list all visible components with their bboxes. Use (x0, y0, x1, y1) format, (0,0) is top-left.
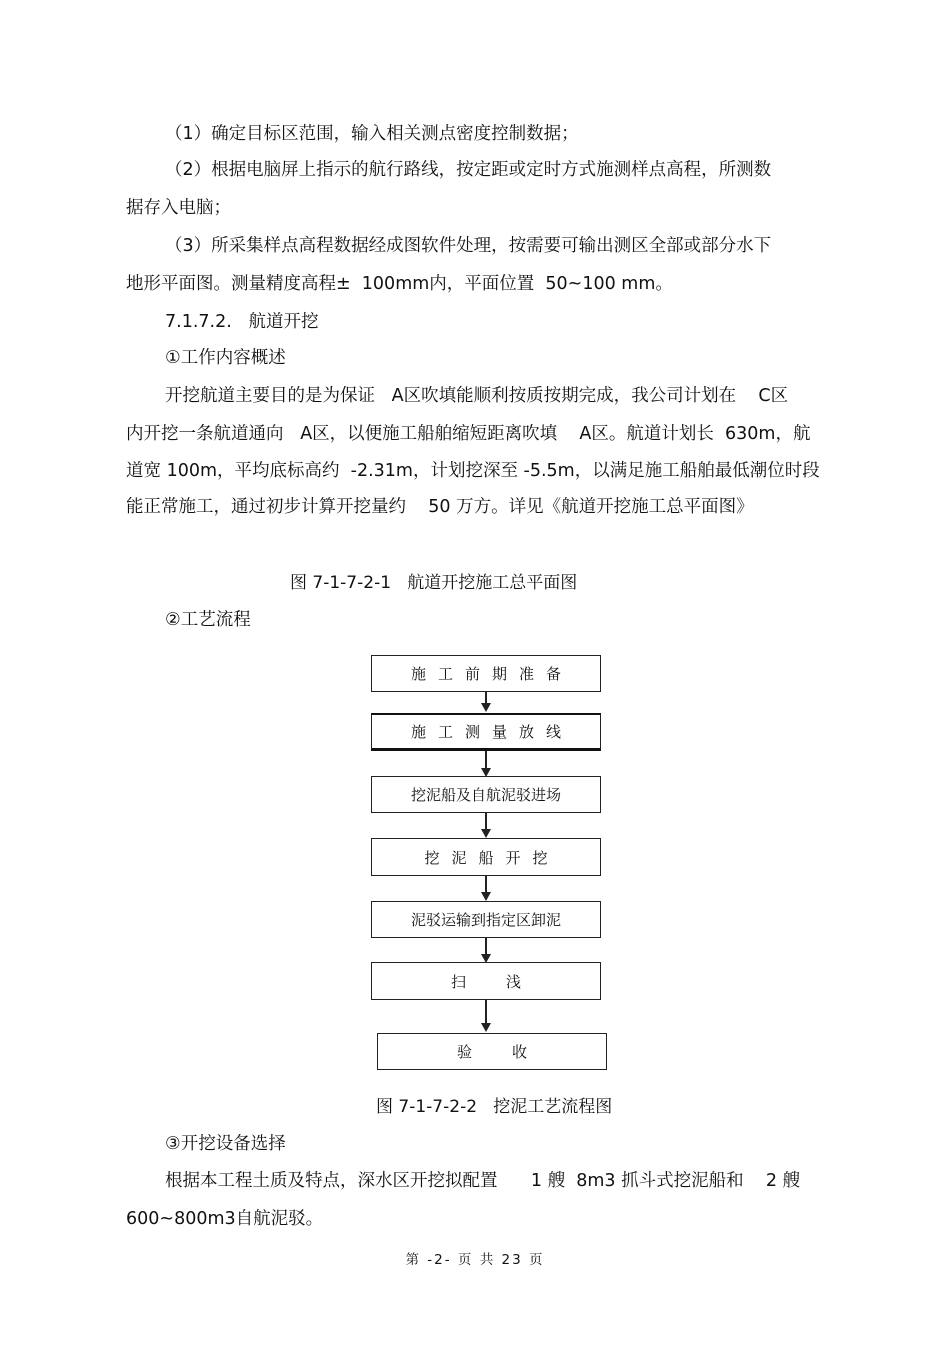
flow-step-transport: 泥驳运输到指定区卸泥 (371, 901, 601, 938)
body-line-1: 开挖航道主要目的是为保证 A区吹填能顺利按质按期完成，我公司计划在 C区 (165, 386, 789, 406)
flow-step-enter: 挖泥船及自航泥驳进场 (371, 776, 601, 813)
flow-step-dredge: 挖泥船开挖 (371, 838, 601, 876)
paragraph-step2-line2: 据存入电脑； (126, 198, 231, 218)
figure-caption-2: 图 7-1-7-2-2 挖泥工艺流程图 (376, 1097, 613, 1117)
paragraph-step2-line1: （2）根据电脑屏上指示的航行路线，按定距或定时方式施测样点高程，所测数 (165, 160, 772, 180)
subheading-overview: ①工作内容概述 (165, 348, 286, 368)
flow-step-prep: 施工前期准备 (371, 655, 601, 692)
figure-caption-1: 图 7-1-7-2-1 航道开挖施工总平面图 (290, 573, 578, 593)
flow-step-survey: 施工测量放线 (371, 713, 601, 751)
paragraph-step3-line2: 地形平面图。测量精度高程± 100mm内，平面位置 50~100 mm。 (126, 274, 673, 294)
paragraph-step3-line1: （3）所采集样点高程数据经成图软件处理，按需要可输出测区全部或部分水下 (165, 236, 772, 256)
body-equipment-line-1: 根据本工程土质及特点，深水区开挖拟配置 1 艘 8m3 抓斗式挖泥船和 2 艘 (165, 1171, 801, 1191)
section-heading: 7.1.7.2. 航道开挖 (165, 312, 319, 332)
subheading-equipment: ③开挖设备选择 (165, 1134, 286, 1154)
paragraph-step1: （1）确定目标区范围，输入相关测点密度控制数据； (165, 124, 579, 144)
body-line-2: 内开挖一条航道通向 A区，以便施工船舶缩短距离吹填 A区。航道计划长 630m，航 (126, 424, 811, 444)
body-equipment-line-2: 600~800m3自航泥驳。 (126, 1209, 324, 1229)
body-line-4: 能正常施工，通过初步计算开挖量约 50 万方。详见《航道开挖施工总平面图》 (126, 497, 754, 517)
flow-step-accept: 验收 (377, 1033, 607, 1070)
body-line-3: 道宽 100m，平均底标高约 -2.31m，计划挖深至 -5.5m，以满足施工船舶最低潮位时段 (126, 461, 820, 481)
flow-step-sweep: 扫浅 (371, 962, 601, 1000)
page-footer: 第 -2- 页 共 23 页 (405, 1252, 545, 1268)
subheading-process: ②工艺流程 (165, 610, 251, 630)
